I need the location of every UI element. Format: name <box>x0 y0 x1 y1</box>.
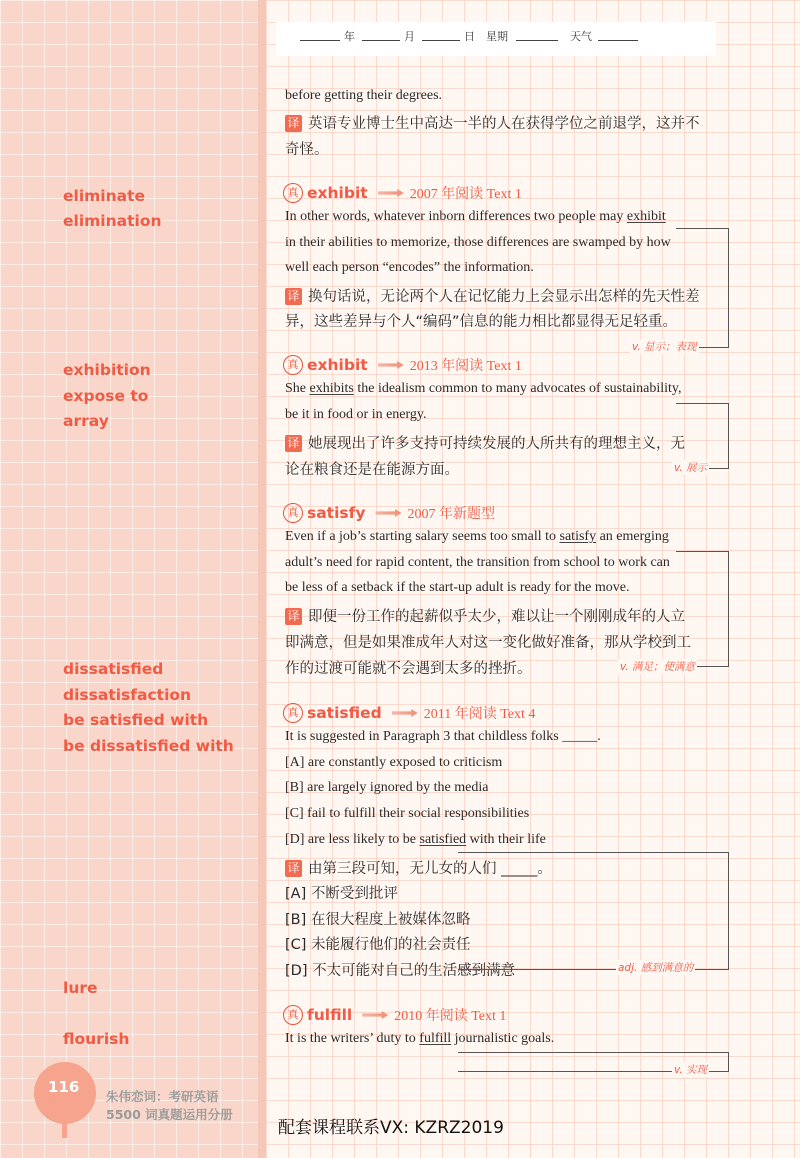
sidebar-word: expose to <box>63 387 149 405</box>
sidebar-word: array <box>63 412 109 430</box>
prev-cn-text: 英语专业博士生中高达一半的人在获得学位之前退学，这并不 <box>308 116 700 132</box>
en-text: [D] are less likely to be <box>285 832 420 847</box>
entry-en-line <box>285 209 666 225</box>
weather-blank <box>598 40 638 41</box>
entry-source: 2007 年阅读 Text 1 <box>409 187 522 202</box>
entry-source: 2011 年阅读 Text 4 <box>423 707 536 722</box>
prev-en-line: before getting their degrees. <box>285 88 443 103</box>
option-cn: [C] 未能履行他们的社会责任 <box>285 937 471 953</box>
page-number: 116 <box>48 1078 80 1096</box>
key-word: satisfied <box>419 832 467 847</box>
gloss-bracket <box>458 852 729 970</box>
translation-icon: 译 <box>285 608 302 625</box>
entry-en-line: in their abilities to memorize, those differences are swamped by how <box>285 235 671 250</box>
month-label: 月 <box>404 30 415 43</box>
date-header <box>276 22 716 56</box>
entry-head <box>283 183 522 205</box>
entry-source: 2007 年新题型 <box>407 507 495 522</box>
sidebar-word: dissatisfied <box>63 660 164 678</box>
entry-word: satisfied <box>307 704 382 722</box>
option-en: [B] are largely ignored by the media <box>285 780 489 795</box>
entry-source: 2010 年阅读 Text 1 <box>394 1009 507 1024</box>
entry-en-line <box>285 1031 554 1047</box>
en-text: with their life <box>466 832 546 847</box>
gloss-bracket <box>676 228 729 348</box>
badge-stem <box>62 1120 67 1138</box>
entry-cn-line: 即满意，但是如果准成年人对这一变化做好准备，那从学校到工 <box>285 635 691 651</box>
arrow-icon <box>378 361 404 369</box>
en-text: the idealism common to many advocates of sustainability, <box>353 381 682 396</box>
entry-cn-line: 论在粮食还是在能源方面。 <box>285 462 459 478</box>
entry-en-line: well each person “encodes” the information. <box>285 260 534 275</box>
en-text: journalistic goals. <box>451 1031 555 1046</box>
gloss-label: v. 实现 <box>674 1064 708 1076</box>
sidebar-word: flourish <box>63 1030 130 1048</box>
translation-icon: 译 <box>285 860 302 877</box>
weekday-label: 星期 <box>486 30 508 43</box>
key-word: exhibit <box>626 209 666 224</box>
cn-text: 由第三段可知，无儿女的人们 _____。 <box>308 861 552 877</box>
prev-cn-line: 奇怪。 <box>285 142 329 158</box>
real-exam-icon: 真 <box>283 1005 303 1025</box>
gloss-label: v. 显示；表现 <box>632 341 697 353</box>
entry-cn-line <box>285 285 700 306</box>
real-exam-icon: 真 <box>283 183 303 203</box>
entry-en-line <box>285 529 669 545</box>
entry-cn-line: 异，这些差异与个人“编码”信息的能力相比都显得无足轻重。 <box>285 314 678 330</box>
weather-label: 天气 <box>570 30 592 43</box>
prev-cn-line <box>285 112 700 133</box>
entry-en-line: be it in food or in energy. <box>285 407 427 422</box>
en-text: It is the writers’ duty to <box>285 1031 420 1046</box>
gloss-label: v. 满足；使满意 <box>620 661 696 673</box>
option-cn: [A] 不断受到批评 <box>285 886 398 902</box>
cn-text: 她展现出了许多支持可持续发展的人所共有的理想主义，无 <box>308 436 685 452</box>
option-en: [C] fail to fulfill their social responsibilities <box>285 806 530 821</box>
entry-head <box>283 1005 506 1027</box>
real-exam-icon: 真 <box>283 703 303 723</box>
sidebar-word: eliminate <box>63 187 146 205</box>
entry-word: exhibit <box>307 184 368 202</box>
entry-cn-line: 作的过渡可能就不会遇到太多的挫折。 <box>285 661 532 677</box>
option-cn: [B] 在很大程度上被媒体忽略 <box>285 912 471 928</box>
sidebar-word: elimination <box>63 212 162 230</box>
day-blank <box>422 40 460 41</box>
sidebar-word: be satisfied with <box>63 711 209 729</box>
year-label: 年 <box>344 30 355 43</box>
entry-cn-line <box>285 432 685 453</box>
entry-cn-line <box>285 605 685 626</box>
translation-icon: 译 <box>285 288 302 305</box>
month-blank <box>362 40 400 41</box>
sidebar-word: dissatisfaction <box>63 686 192 704</box>
entry-en-line: be less of a setback if the start-up adult is ready for the move. <box>285 580 630 595</box>
sidebar-divider <box>258 0 266 1158</box>
option-en <box>285 832 546 848</box>
entry-source: 2013 年阅读 Text 1 <box>409 359 522 374</box>
entry-en-line <box>285 381 681 397</box>
cn-text: 换句话说，无论两个人在记忆能力上会显示出怎样的先天性差 <box>308 289 700 305</box>
key-word: exhibits <box>309 381 354 396</box>
real-exam-icon: 真 <box>283 355 303 375</box>
arrow-icon <box>375 509 401 517</box>
translation-icon: 译 <box>285 435 302 452</box>
key-word: fulfill <box>419 1031 452 1046</box>
option-cn: [D] 不太可能对自己的生活感到满意 <box>285 963 516 979</box>
entry-en-line: adult’s need for rapid content, the transition from school to work can <box>285 555 670 570</box>
sidebar-word: be dissatisfied with <box>63 737 234 755</box>
entry-word: satisfy <box>307 504 366 522</box>
entry-word: fulfill <box>307 1006 353 1024</box>
cn-text: 即便一份工作的起薪似乎太少，难以让一个刚刚成年的人立 <box>308 609 685 625</box>
entry-head <box>283 703 535 725</box>
book-subtitle: 5500 词真题运用分册 <box>106 1107 233 1122</box>
key-word: satisfy <box>559 529 597 544</box>
arrow-icon <box>378 189 404 197</box>
weekday-blank <box>516 40 558 41</box>
en-text: Even if a job’s starting salary seems too small to <box>285 529 560 544</box>
arrow-icon <box>362 1011 388 1019</box>
entry-word: exhibit <box>307 356 368 374</box>
en-text: an emerging <box>596 529 669 544</box>
sidebar-word: lure <box>63 979 98 997</box>
option-en: [A] are constantly exposed to criticism <box>285 755 503 770</box>
entry-en-line: It is suggested in Paragraph 3 that childless folks _____. <box>285 729 601 744</box>
book-title: 朱伟恋词：考研英语 <box>106 1089 219 1104</box>
gloss-label: v. 展示 <box>674 462 708 474</box>
real-exam-icon: 真 <box>283 503 303 523</box>
watermark-text: 配套课程联系VX: KZRZ2019 <box>278 1118 504 1138</box>
sidebar <box>0 0 258 1158</box>
translation-icon: 译 <box>285 115 302 132</box>
en-text: She <box>285 381 310 396</box>
entry-head <box>283 355 522 377</box>
entry-head <box>283 503 495 525</box>
day-label: 日 <box>464 30 475 43</box>
arrow-icon <box>392 709 418 717</box>
gloss-bracket <box>676 551 729 667</box>
year-blank <box>300 40 340 41</box>
gloss-label: adj. 感到满意的 <box>618 962 694 974</box>
sidebar-word: exhibition <box>63 361 151 379</box>
en-text: In other words, whatever inborn differences two people may <box>285 209 627 224</box>
